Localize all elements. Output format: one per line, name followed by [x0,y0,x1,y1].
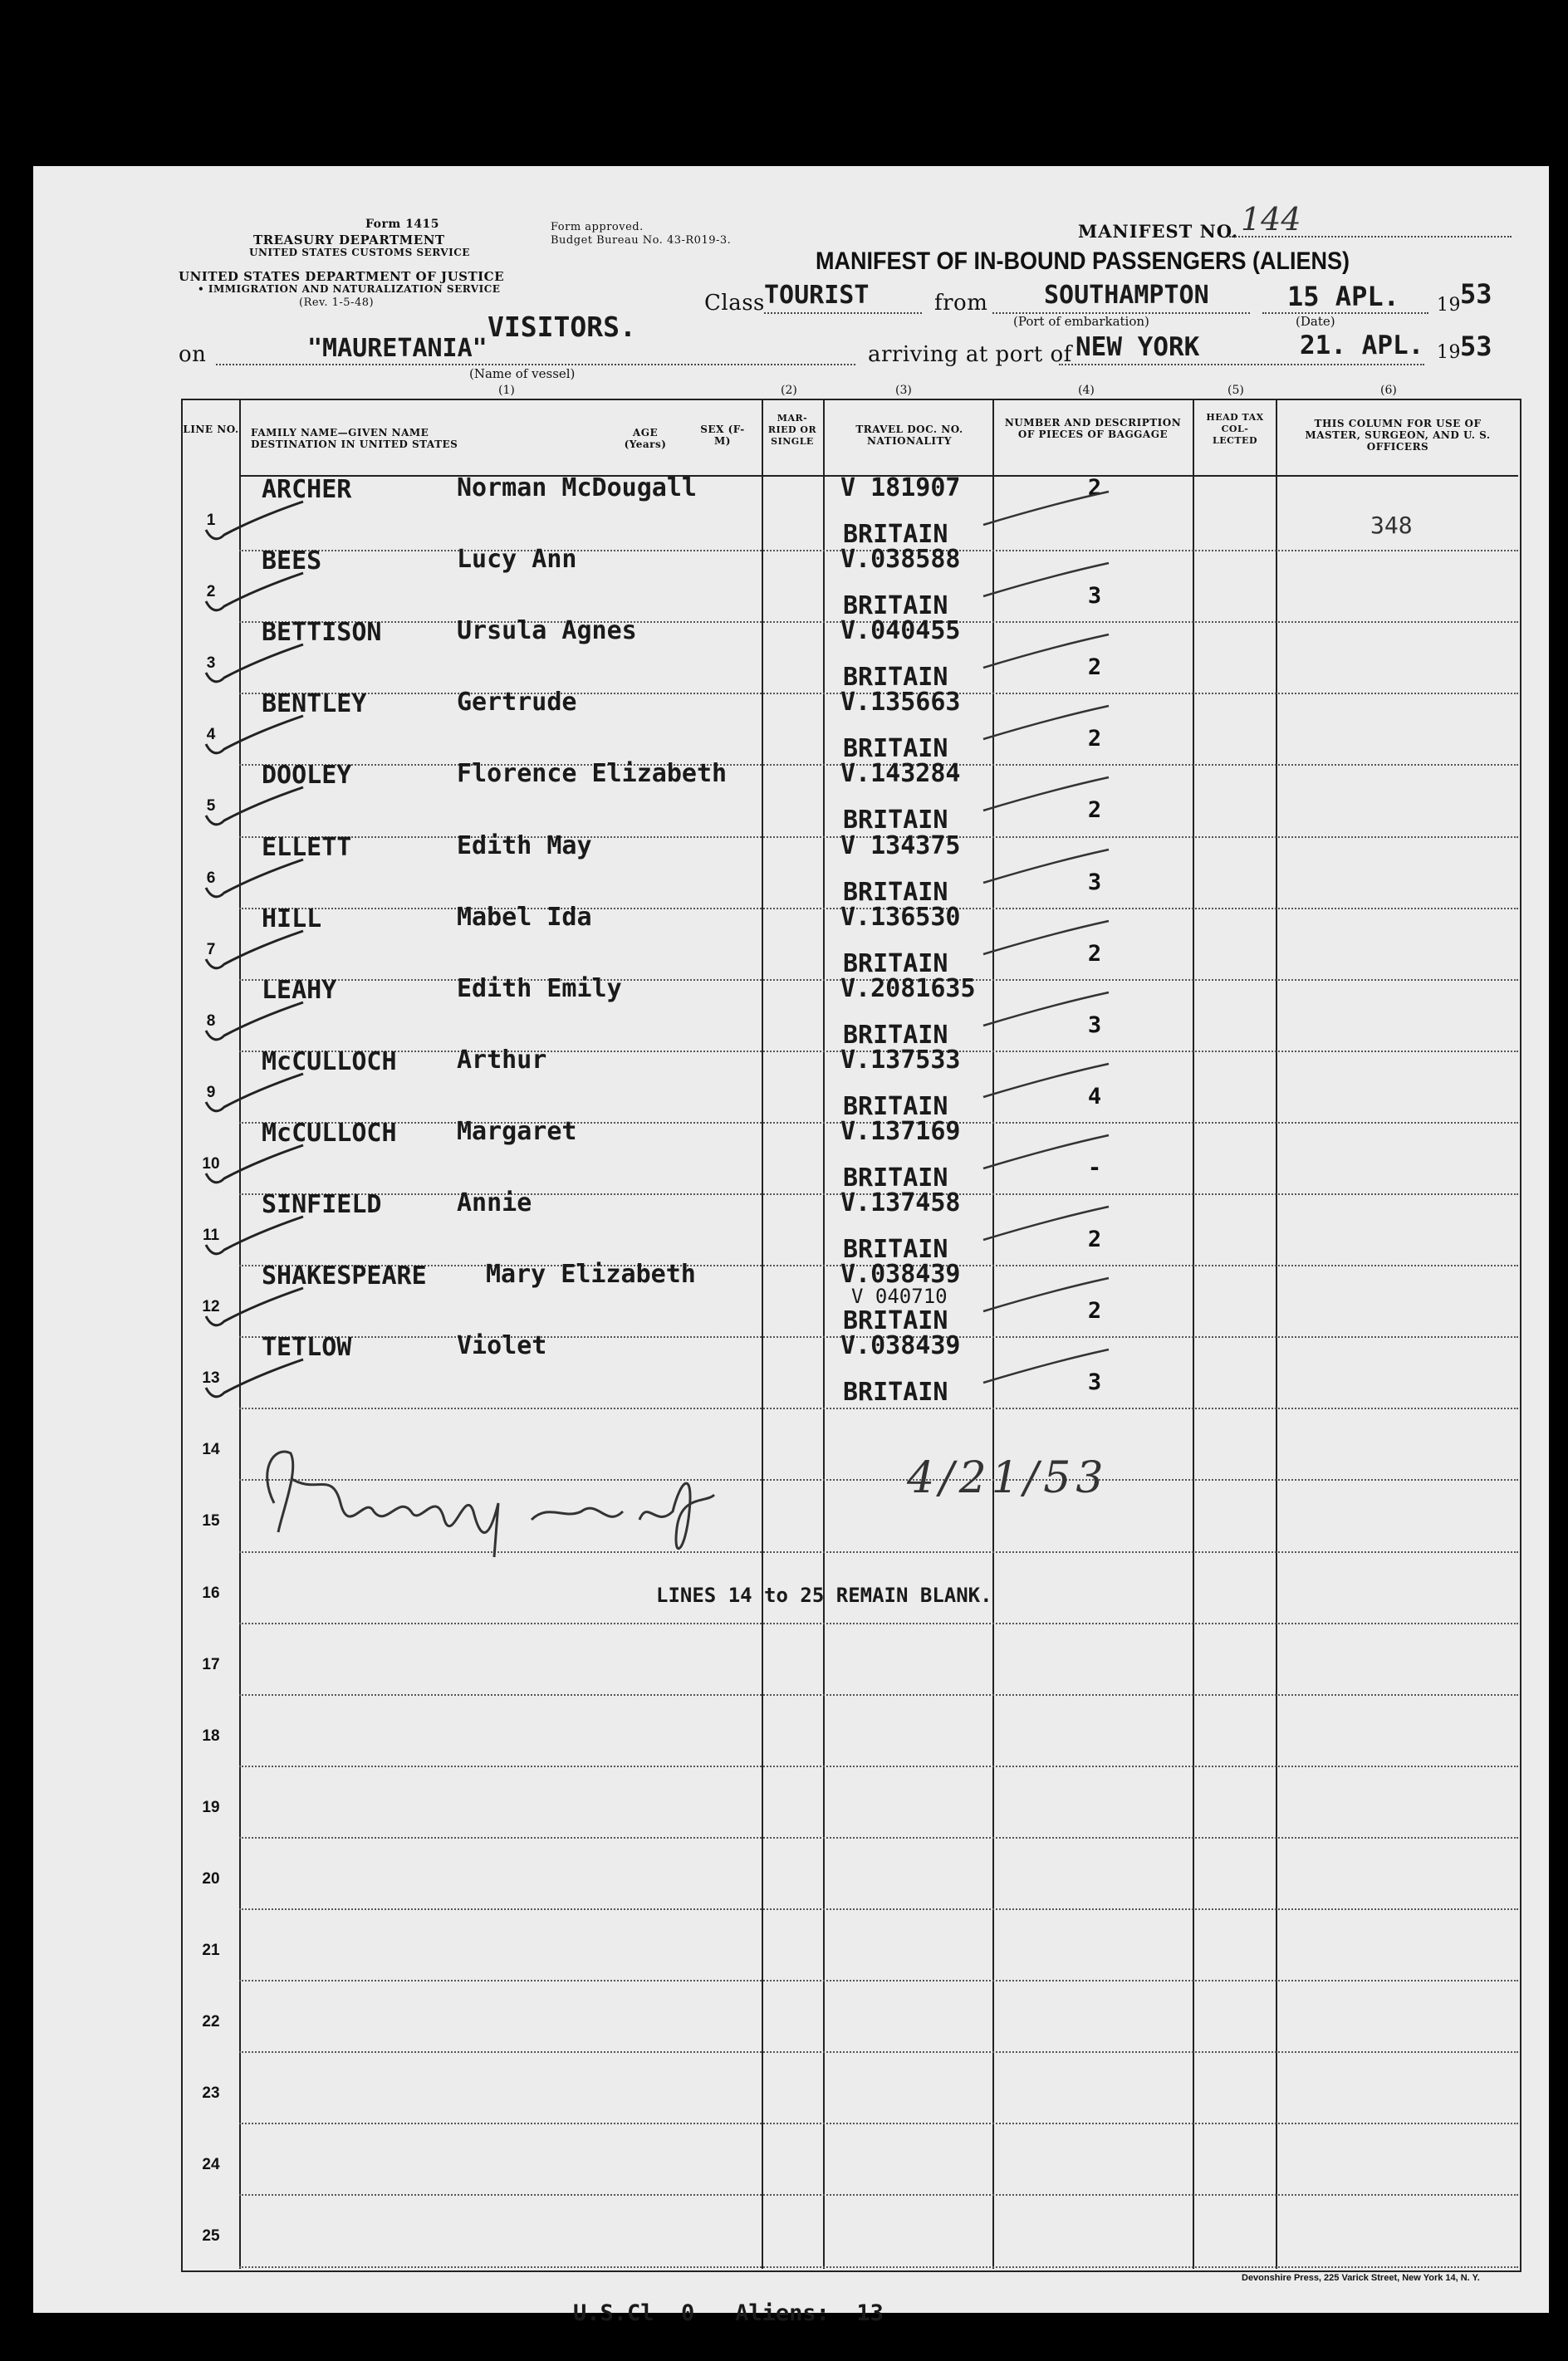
manifest-number: 144 [1241,201,1301,238]
family-name: SINFIELD [262,1190,382,1219]
line-number: 16 [202,1584,220,1602]
row-rule [239,1408,1518,1410]
line-number: 2 [206,583,216,601]
travel-doc-number: V 181907 [840,473,961,502]
line-number: 13 [202,1369,220,1388]
tally-mark [980,774,1113,816]
embark-note: (Port of embarkation) [1013,314,1149,329]
budget-bureau: Budget Bureau No. 43-R019-3. [551,234,732,247]
family-name: McCULLOCH [262,1046,397,1076]
travel-doc-number: V 134375 [840,830,961,860]
check-mark [199,926,307,976]
baggage-count: 2 [1087,726,1102,752]
line-number: 5 [206,797,216,816]
given-name: Florence Elizabeth [457,759,728,789]
travel-doc-number: V.038588 [840,545,961,575]
check-mark [199,1212,307,1261]
manifest-number-line [1229,201,1512,238]
manifest-label: MANIFEST NO. [1078,221,1239,242]
given-name: Violet [457,1331,547,1361]
remain-blank-note: LINES 14 to 25 REMAIN BLANK. [656,1584,992,1607]
on-label: on [179,342,207,367]
line-number: 21 [202,1942,220,1959]
col-number: (2) [781,384,797,397]
family-name: TETLOW [262,1333,352,1363]
line-number: 19 [202,1798,220,1816]
nationality: BRITAIN [843,1020,948,1050]
tally-mark [980,918,1113,959]
row-rule [239,1837,1518,1839]
line-number: 8 [206,1012,216,1030]
line-number: 20 [202,1869,220,1888]
check-mark [199,997,307,1047]
sex-header: SEX (F-M) [700,424,745,447]
col-number: (5) [1227,384,1244,397]
tally-mark [980,631,1113,673]
arrive-year-prefix: 19 [1437,342,1461,363]
line-number: 15 [202,1512,220,1531]
nationality: BRITAIN [843,734,948,764]
officer-signature [241,1420,922,1561]
nationality: BRITAIN [843,948,948,978]
vessel-note: (Name of vessel) [469,366,576,381]
tally-mark [980,1203,1113,1245]
nationality: BRITAIN [843,1378,948,1408]
baggage-count: 2 [1087,1227,1102,1252]
line-number: 10 [202,1154,220,1173]
line-number: 23 [202,2084,220,2103]
col-number: (3) [895,384,912,397]
baggage-count: 2 [1087,1298,1102,1325]
row-rule [239,1908,1518,1911]
given-name: Mary Elizabeth [486,1260,696,1290]
line-number: 9 [206,1083,216,1101]
travel-doc-number: V.040455 [840,616,961,646]
travel-doc-number: V.135663 [840,688,961,718]
tally-mark [980,1275,1113,1316]
baggage-count: 2 [1087,940,1102,967]
line-number: 17 [202,1655,220,1673]
check-mark [199,1283,307,1333]
ins-service: • IMMIGRATION AND NATURALIZATION SERVICE [198,283,501,295]
row-rule [239,2194,1518,2197]
arrive-date: 21. APL. [1300,331,1424,360]
line-number: 24 [202,2156,220,2174]
baggage-count: - [1087,1154,1102,1181]
family-name: ELLETT [262,832,352,862]
nationality: BRITAIN [843,1163,948,1193]
travel-doc-number: V.137169 [840,1116,961,1146]
line-number: 7 [206,940,216,958]
family-name: HILL [262,904,322,933]
class-value: TOURIST [764,281,870,310]
tally-mark [980,1346,1113,1388]
family-name: ARCHER [262,475,352,504]
given-name: Arthur [457,1045,547,1075]
col-number: (4) [1078,384,1095,397]
family-name: DOOLEY [262,761,352,791]
check-mark [199,1354,307,1404]
travel-doc-number: V.137533 [840,1045,961,1075]
vessel-line [216,331,855,365]
date-line [1262,279,1428,314]
travel-doc-number: V.2081635 [840,973,976,1003]
married-header: MAR- RIED OR SINGLE [767,413,817,447]
line-number: 12 [202,1298,220,1316]
baggage-header: NUMBER AND DESCRIPTION OF PIECES OF BAGGAGE [1004,417,1182,440]
baggage-count: 3 [1087,869,1102,895]
customs-service: UNITED STATES CUSTOMS SERVICE [249,247,470,258]
form-approved: Form approved. [551,221,644,233]
manifest-page [33,166,1549,2326]
age-header: AGE (Years) [624,427,667,450]
check-mark [199,711,307,761]
family-name: McCULLOCH [262,1118,397,1148]
given-name: Edith Emily [457,973,622,1003]
tally-mark [980,703,1113,744]
line-no-header: LINE NO. [183,424,239,435]
col-number: (1) [498,384,515,397]
row-rule [239,1980,1518,1982]
check-mark [199,782,307,832]
tally-mark [980,1132,1113,1173]
given-name: Gertrude [457,688,577,718]
port-name: NEW YORK [1076,332,1200,362]
row-rule [239,1766,1518,1768]
line-number: 14 [202,1441,220,1459]
line-number: 11 [202,1227,220,1244]
tally-mark [980,1060,1113,1102]
family-name: BEES [262,546,322,576]
revision: (Rev. 1-5-48) [299,296,375,309]
col-number: (6) [1380,384,1397,397]
row-rule [239,1623,1518,1625]
from-line [992,279,1250,314]
officer-note: 348 [1370,512,1413,539]
family-name: BETTISON [262,618,382,648]
baggage-count: 3 [1087,1012,1102,1038]
form-number: Form 1415 [365,218,440,231]
tally-mark [980,488,1113,530]
baggage-count: 2 [1087,797,1102,824]
travel-doc-number: V.143284 [840,759,961,789]
check-mark [199,639,307,689]
arriving-label: arriving at port of [868,342,1072,367]
line-number: 22 [202,2013,220,2031]
year-value: 53 [1460,278,1492,310]
check-mark [199,568,307,618]
travel-doc-number-2: V 040710 [851,1285,948,1309]
justice-dept: UNITED STATES DEPARTMENT OF JUSTICE [179,269,505,284]
tally-mark [980,560,1113,601]
nationality: BRITAIN [843,591,948,621]
visitors-stamp: VISITORS. [488,311,636,343]
nationality: BRITAIN [843,663,948,693]
given-name: Norman McDougall [457,473,697,502]
signature-date: 4/21/53 [907,1453,1109,1503]
given-name: Edith May [457,830,592,860]
travel-doc-header: TRAVEL DOC. NO. NATIONALITY [855,424,963,447]
row-rule [239,2051,1518,2054]
officers-header: THIS COLUMN FOR USE OF MASTER, SURGEON, AND U. S. OFFICERS [1305,418,1491,453]
family-name: LEAHY [262,975,337,1005]
year-prefix: 19 [1437,295,1461,316]
baggage-count: 2 [1087,654,1102,681]
line-number: 1 [206,512,216,529]
tally-mark [980,846,1113,888]
printer-imprint: Devonshire Press, 225 Varick Street, New York 14, N. Y. [1242,2273,1480,2283]
class-line [764,279,922,314]
check-mark [199,855,307,904]
check-mark [199,497,307,546]
vessel-name: "MAURETANIA" [307,334,488,363]
head-tax-header: HEAD TAX COL- LECTED [1206,412,1264,446]
given-name: Ursula Agnes [457,616,637,646]
check-mark [199,1140,307,1190]
row-rule [239,2123,1518,2125]
row-rule [239,1694,1518,1697]
manifest-title: MANIFEST OF IN-BOUND PASSENGERS (ALIENS) [816,247,1350,275]
baggage-count: 4 [1087,1083,1102,1109]
treasury-dept: TREASURY DEPARTMENT [253,233,445,247]
travel-doc-number: V.136530 [840,902,961,932]
travel-doc-number: V.137458 [840,1188,961,1217]
port-line [1059,331,1424,365]
line-number: 4 [206,726,216,744]
line-number: 18 [202,1727,220,1745]
line-number: 6 [206,869,216,887]
date-note: (Date) [1296,314,1335,329]
nationality: BRITAIN [843,806,948,835]
from-label: from [934,291,988,316]
nationality: BRITAIN [843,1091,948,1121]
baggage-count: 2 [1087,475,1102,501]
nationality: BRITAIN [843,1306,948,1336]
baggage-count: 3 [1087,1369,1102,1396]
given-name: Mabel Ida [457,902,592,932]
given-name: Margaret [457,1116,577,1146]
date-value: 15 APL. [1287,281,1399,312]
baggage-count: 3 [1087,583,1102,610]
travel-doc-number: V.038439 [840,1331,961,1361]
nationality: BRITAIN [843,520,948,549]
family-name: SHAKESPEARE [262,1261,427,1291]
given-name: Lucy Ann [457,545,577,575]
travel-doc-number: V.038439 [840,1260,961,1290]
nationality: BRITAIN [843,1235,948,1264]
family-name: BENTLEY [262,689,367,719]
aliens-total: U.S.Cl 0 Aliens: 13 [573,2300,884,2326]
arrive-year: 53 [1460,331,1492,362]
nationality: BRITAIN [843,877,948,907]
tally-mark [980,989,1113,1031]
line-number: 3 [206,654,216,673]
line-number: 25 [202,2227,220,2246]
class-label: Class [704,291,765,316]
name-header: FAMILY NAME—GIVEN NAME DESTINATION IN UNITED STATES [251,427,458,450]
given-name: Annie [457,1188,532,1217]
from-value: SOUTHAMPTON [1044,281,1209,310]
row-rule [239,2266,1518,2269]
check-mark [199,1069,307,1119]
